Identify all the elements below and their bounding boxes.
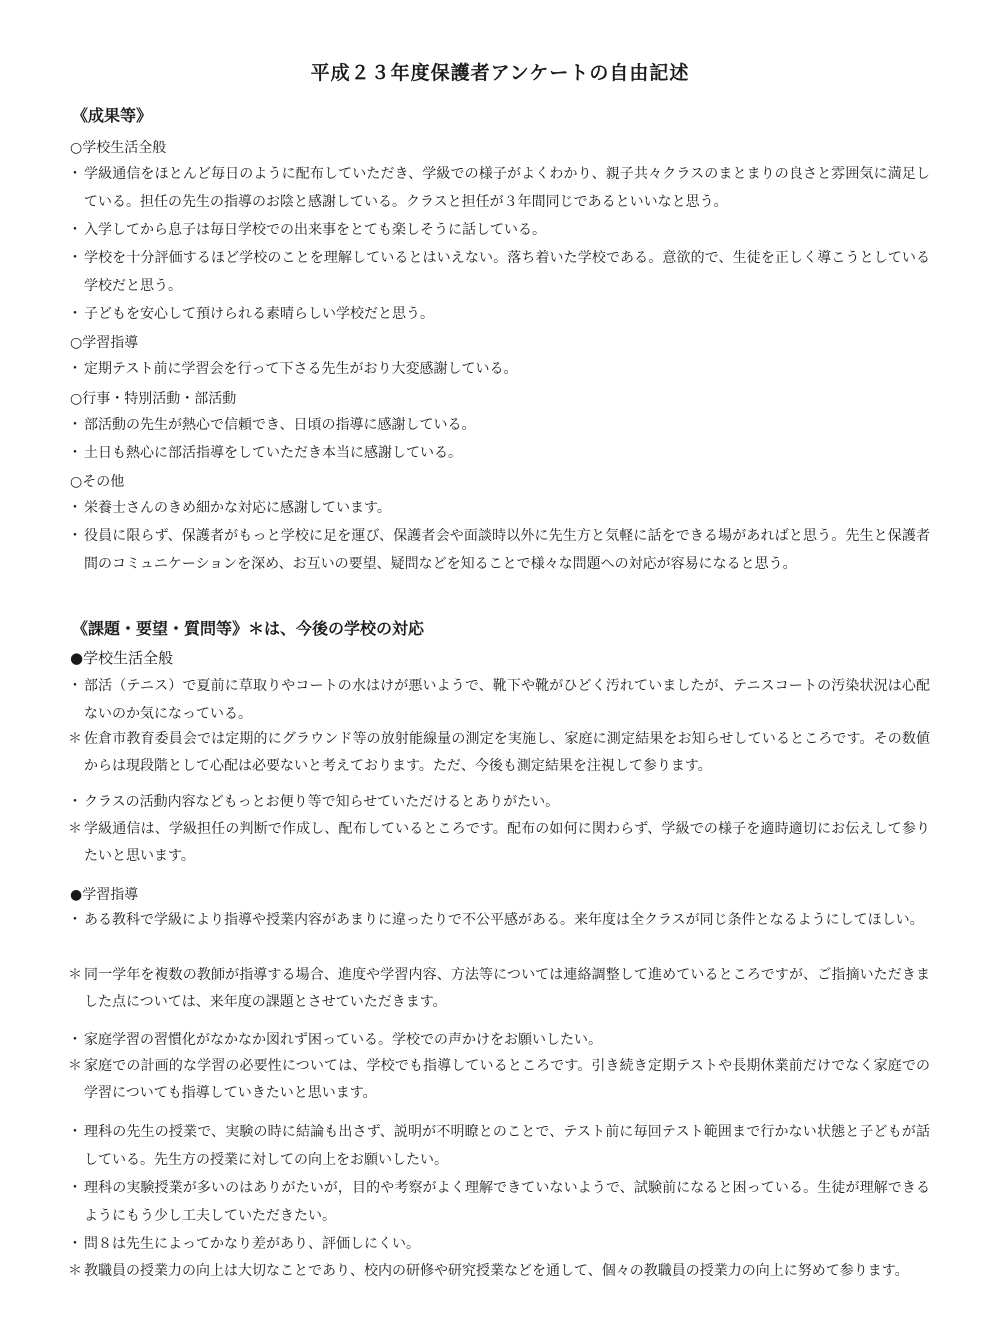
question-text: クラスの活動内容などもっとお便り等で知らせていただけるとありがたい。: [84, 794, 560, 810]
question-item: [68, 788, 930, 816]
category-events-clubs: ○行事・特別活動・部活動: [70, 391, 237, 407]
list-item: [68, 216, 930, 244]
bullet-mark: ・: [68, 417, 82, 433]
question-item: [68, 906, 930, 934]
question-text: 理科の実験授業が多いのはありがたいが，目的や考察がよく理解できていないようで、試験前になると困っている。生徒が理解できるようにもう少し工夫していただきたい。: [84, 1180, 930, 1224]
category-other: ○その他: [70, 474, 125, 490]
bullet-mark: ・: [68, 1180, 82, 1196]
reply-text: 学級通信は、学級担任の判断で作成し、配布しているところです。配布の如何に関わらず、学級での様子を適時適切にお伝えして参りたいと思います。: [84, 821, 930, 864]
bullet-mark: ・: [68, 1032, 82, 1048]
bullet-mark: ・: [68, 222, 82, 238]
reply-text: 同一学年を複数の教師が指導する場合、進度や学習内容、方法等については連絡調整して進めているところですが、ご指摘いただきました点については、来年度の課題とさせていただきます。: [84, 967, 930, 1010]
section-heading-issues: 《課題・要望・質問等》＊は、今後の学校の対応: [72, 619, 425, 638]
item-text: 部活動の先生が熱心で信頼でき、日頃の指導に感謝している。: [84, 417, 476, 433]
category-learning: ●学習指導: [70, 887, 139, 903]
question-text: 問８は先生によってかなり差があり、評価しにくい。: [84, 1236, 420, 1252]
page-title: 平成２３年度保護者アンケートの自由記述: [310, 62, 690, 84]
question-text: ある教科で学級により指導や授業内容があまりに違ったりで不公平感がある。来年度は全クラスが同じ条件となるようにしてほしい。: [84, 912, 924, 928]
list-item: [68, 439, 930, 467]
bullet-mark: ・: [68, 166, 82, 182]
reply-item: [68, 816, 930, 870]
category-learning: ○学習指導: [70, 335, 139, 351]
list-item: [68, 522, 930, 578]
bullet-mark: ・: [68, 445, 82, 461]
category-school-life: ●学校生活全般: [70, 649, 174, 667]
reply-text: 佐倉市教育委員会では定期的にグラウンド等の放射能線量の測定を実施し、家庭に測定結果をお知らせしているところです。その数値からは現段階として心配は必要ないと考えております。ただ、今後も測定結果を注視して参ります。: [84, 731, 930, 774]
reply-mark: ＊: [68, 1263, 82, 1279]
category-school-life: ○学校生活全般: [70, 140, 167, 156]
bullet-mark: ・: [68, 500, 82, 516]
reply-item: [68, 1258, 930, 1285]
question-text: 理科の先生の授業で、実験の時に結論も出さず、説明が不明瞭とのことで、テスト前に毎回テスト範囲まで行かない状態と子どもが話している。先生方の授業に対しての向上をお願いしたい。: [84, 1124, 930, 1168]
question-item: [68, 1118, 930, 1174]
reply-text: 教職員の授業力の向上は大切なことであり、校内の研修や研究授業などを通して、個々の教職員の授業力の向上に努めて参ります。: [84, 1263, 909, 1279]
bullet-mark: ・: [68, 1236, 82, 1252]
question-item: [68, 672, 930, 728]
list-item: [68, 160, 930, 216]
bullet-mark: ・: [68, 1124, 82, 1140]
question-item: [68, 1026, 930, 1054]
reply-item: [68, 962, 930, 1016]
bullet-mark: ・: [68, 794, 82, 810]
question-item: [68, 1174, 930, 1230]
reply-item: [68, 1053, 930, 1107]
item-text: 栄養士さんのきめ細かな対応に感謝しています。: [84, 500, 391, 516]
item-text: 学校を十分評価するほど学校のことを理解しているとはいえない。落ち着いた学校である。意欲的で、生徒を正しく導こうとしている学校だと思う。: [84, 250, 930, 294]
reply-mark: ＊: [68, 821, 82, 837]
reply-text: 家庭での計画的な学習の必要性については、学校でも指導しているところです。引き続き定期テストや長期休業前だけでなく家庭での学習についても指導していきたいと思います。: [84, 1058, 930, 1101]
section-heading-results: 《成果等》: [72, 106, 153, 125]
question-text: 家庭学習の習慣化がなかなか図れず困っている。学校での声かけをお願いしたい。: [84, 1032, 602, 1048]
item-text: 子どもを安心して預けられる素晴らしい学校だと思う。: [84, 306, 434, 322]
list-item: [68, 355, 930, 383]
bullet-mark: ・: [68, 361, 82, 377]
reply-item: [68, 726, 930, 780]
bullet-mark: ・: [68, 678, 82, 694]
list-item: [68, 411, 930, 439]
question-item: [68, 1230, 930, 1258]
item-text: 役員に限らず、保護者がもっと学校に足を運び、保護者会や面談時以外に先生方と気軽に話をできる場があればと思う。先生と保護者間のコミュニケーションを深め、お互いの要望、疑問などを知ることで様々な問題への対応が容易になると思う。: [84, 528, 930, 572]
list-item: [68, 244, 930, 300]
question-text: 部活（テニス）で夏前に草取りやコートの水はけが悪いようで、靴下や靴がひどく汚れていましたが、テニスコートの汚染状況は心配ないのか気になっている。: [84, 678, 930, 722]
reply-mark: ＊: [68, 1058, 82, 1074]
item-text: 定期テスト前に学習会を行って下さる先生がおり大変感謝している。: [84, 361, 518, 377]
bullet-mark: ・: [68, 306, 82, 322]
bullet-mark: ・: [68, 912, 82, 928]
item-text: 土日も熱心に部活指導をしていただき本当に感謝している。: [84, 445, 462, 461]
bullet-mark: ・: [68, 528, 82, 544]
list-item: [68, 494, 930, 522]
list-item: [68, 300, 930, 328]
bullet-mark: ・: [68, 250, 82, 266]
item-text: 入学してから息子は毎日学校での出来事をとても楽しそうに話している。: [84, 222, 546, 238]
item-text: 学級通信をほとんど毎日のように配布していただき、学級での様子がよくわかり、親子共々クラスのまとまりの良さと雰囲気に満足している。担任の先生の指導のお陰と感謝している。クラスと担任が３年間同じであるといいなと思う。: [84, 166, 930, 210]
reply-mark: ＊: [68, 731, 82, 747]
reply-mark: ＊: [68, 967, 82, 983]
